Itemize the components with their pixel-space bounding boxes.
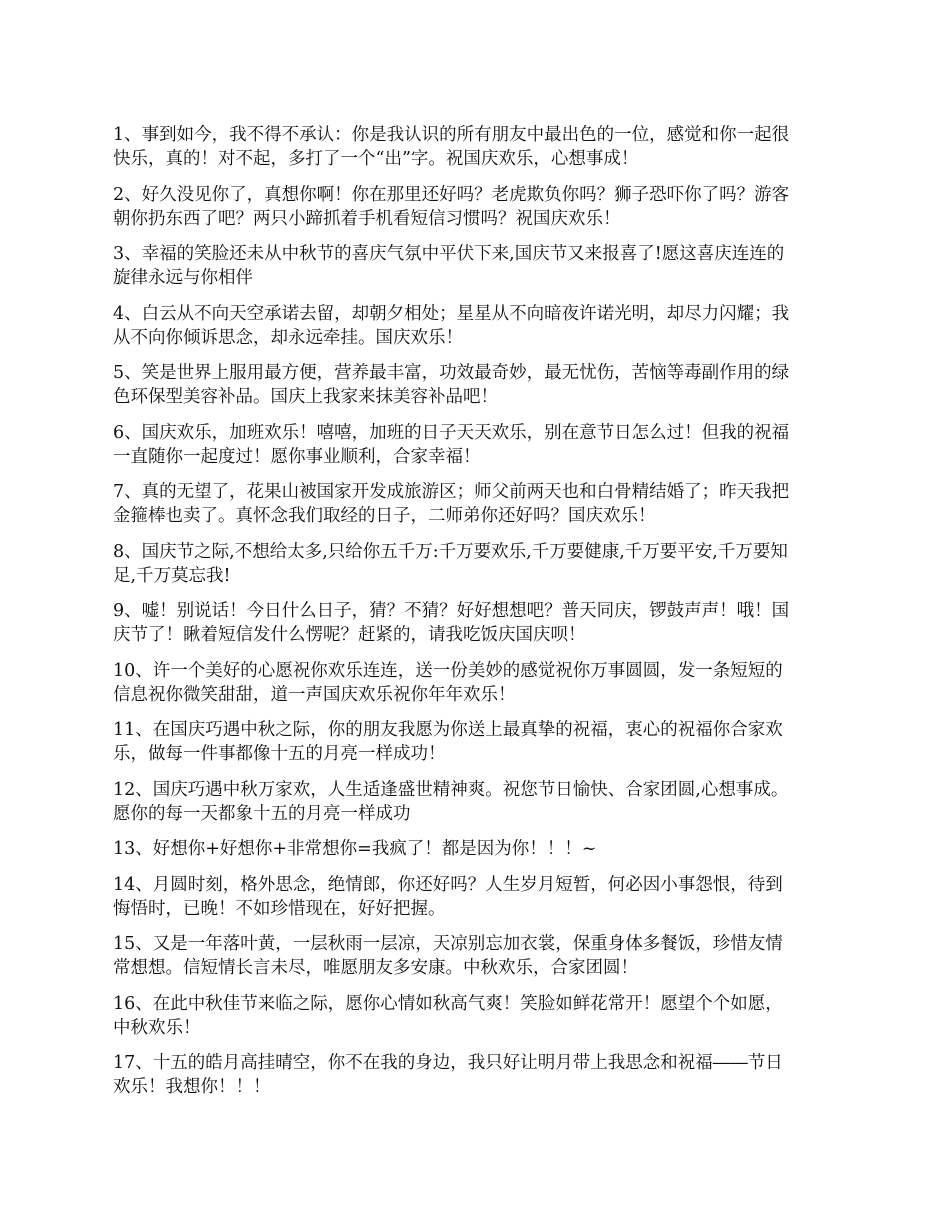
paragraph-line: 1、事到如今，我不得不承认：你是我认识的所有朋友中最出色的一位，感觉和你一起很 bbox=[113, 125, 790, 145]
wish-paragraph bbox=[113, 540, 843, 588]
paragraph-line: 信息祝你微笑甜甜，道一声国庆欢乐祝你年年欢乐！ bbox=[113, 684, 516, 705]
wish-paragraph bbox=[113, 837, 843, 861]
paragraph-line: 朝你扔东西了吧？两只小蹄抓着手机看短信习惯吗？祝国庆欢乐！ bbox=[113, 208, 621, 229]
paragraph-line: 足,千万莫忘我! bbox=[113, 565, 231, 586]
wish-paragraph bbox=[113, 421, 843, 469]
wish-paragraph bbox=[113, 992, 843, 1040]
paragraph-line: 欢乐！我想你！！！ bbox=[113, 1077, 271, 1097]
wish-paragraph bbox=[113, 873, 843, 921]
wish-paragraph bbox=[113, 778, 843, 826]
paragraph-line: 常想想。信短情长言未尽，唯愿朋友多安康。中秋欢乐，合家团圆！ bbox=[113, 958, 638, 978]
paragraph-line: 7、真的无望了，花果山被国家开发成旅游区；师父前两天也和白骨精结婚了；昨天我把 bbox=[113, 482, 790, 502]
wish-paragraph bbox=[113, 302, 843, 350]
wish-paragraph bbox=[113, 123, 843, 171]
paragraph-line: 庆节了！瞅着短信发什么愣呢？赶紧的，请我吃饭庆国庆呗！ bbox=[113, 625, 586, 645]
wish-paragraph bbox=[113, 242, 843, 290]
paragraph-line: 旋律永远与你相伴 bbox=[113, 268, 253, 288]
paragraph-line: 11、在国庆巧遇中秋之际，你的朋友我愿为你送上最真挚的祝福，衷心的祝福你合家欢 bbox=[113, 720, 783, 740]
wish-paragraph bbox=[113, 480, 843, 528]
paragraph-line: 6、国庆欢乐，加班欢乐！嘻嘻，加班的日子天天欢乐，别在意节日怎么过！但我的祝福 bbox=[113, 422, 790, 443]
paragraph-line: 3、幸福的笑脸还未从中秋节的喜庆气氛中平伏下来,国庆节又来报喜了!愿这喜庆连连的 bbox=[113, 244, 785, 264]
paragraph-line: 5、笑是世界上服用最方便，营养最丰富，功效最奇妙，最无忧伤，苦恼等毒副作用的绿 bbox=[113, 363, 790, 383]
paragraph-line: 从不向你倾诉思念，却永远牵挂。国庆欢乐！ bbox=[113, 327, 463, 348]
wish-paragraph bbox=[113, 1051, 843, 1099]
paragraph-line: 快乐，真的！对不起，多打了一个“出”字。祝国庆欢乐，心想事成！ bbox=[113, 149, 639, 169]
wish-paragraph bbox=[113, 361, 843, 409]
paragraph-line: 10、许一个美好的心愿祝你欢乐连连，送一份美妙的感觉祝你万事圆圆，发一条短短的 bbox=[113, 660, 783, 681]
paragraph-line: 愿你的每一天都象十五的月亮一样成功 bbox=[113, 803, 411, 824]
paragraph-line: 17、十五的皓月高挂晴空，你不在我的身边，我只好让明月带上我思念和祝福――节日 bbox=[113, 1053, 783, 1073]
wish-paragraph bbox=[113, 718, 843, 766]
paragraph-line: 一直随你一起度过！愿你事业顺利，合家幸福！ bbox=[113, 446, 481, 467]
paragraph-line: 16、在此中秋佳节来临之际，愿你心情如秋高气爽！笑脸如鲜花常开！愿望个个如愿， bbox=[113, 993, 783, 1014]
document-body bbox=[113, 123, 843, 1111]
paragraph-line: 2、好久没见你了，真想你啊！你在那里还好吗？老虎欺负你吗？狮子恐吓你了吗？游客 bbox=[113, 184, 790, 205]
wish-paragraph bbox=[113, 599, 843, 647]
wish-paragraph bbox=[113, 659, 843, 707]
paragraph-line: 8、国庆节之际,不想给太多,只给你五千万:千万要欢乐,千万要健康,千万要平安,千万要知 bbox=[113, 541, 788, 562]
paragraph-line: 4、白云从不向天空承诺去留，却朝夕相处；星星从不向暗夜许诺光明，却尽力闪耀；我 bbox=[113, 303, 790, 324]
paragraph-line: 中秋欢乐！ bbox=[113, 1017, 201, 1038]
paragraph-line: 9、嘘！别说话！今日什么日子，猜？不猜？好好想想吧？普天同庆，锣鼓声声！哦！国 bbox=[113, 601, 790, 621]
paragraph-line: 12、国庆巧遇中秋万家欢，人生适逢盛世精神爽。祝您节日愉快、合家团圆,心想事成。 bbox=[113, 779, 789, 800]
wish-paragraph bbox=[113, 932, 843, 980]
wish-paragraph bbox=[113, 183, 843, 231]
paragraph-line: 悔悟时，已晚！不如珍惜现在，好好把握。 bbox=[113, 898, 446, 919]
paragraph-line: 乐，做每一件事都像十五的月亮一样成功！ bbox=[113, 744, 446, 764]
paragraph-line: 13、好想你+好想你+非常想你=我疯了！都是因为你！！！~ bbox=[113, 839, 597, 859]
paragraph-line: 色环保型美容补品。国庆上我家来抹美容补品吧！ bbox=[113, 387, 498, 407]
paragraph-line: 15、又是一年落叶黄，一层秋雨一层凉，天凉别忘加衣裳，保重身体多餐饭，珍惜友情 bbox=[113, 934, 783, 954]
paragraph-line: 金箍棒也卖了。真怀念我们取经的日子，二师弟你还好吗？国庆欢乐！ bbox=[113, 506, 656, 526]
paragraph-line: 14、月圆时刻，格外思念，绝情郎，你还好吗？人生岁月短暂，何必因小事怨恨，待到 bbox=[113, 874, 783, 895]
